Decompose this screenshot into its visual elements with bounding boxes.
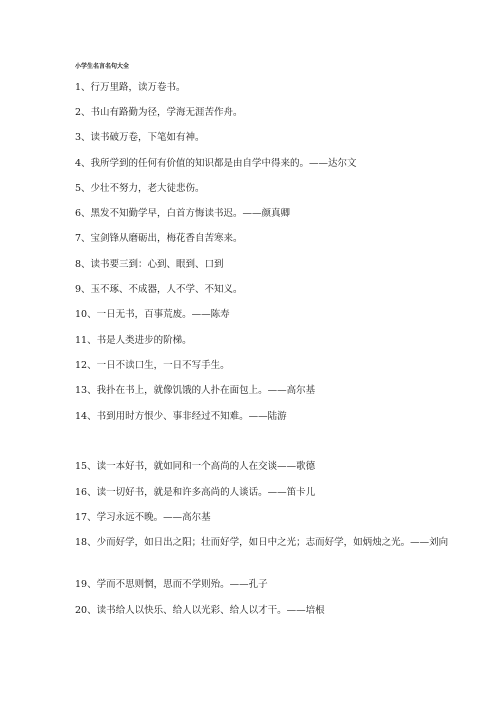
page-title: 小学生名言名句大全 bbox=[75, 63, 130, 70]
quote-2: 2、书山有路勤为径，学海无涯苦作舟。 bbox=[75, 107, 243, 118]
quote-18: 18、少而好学，如日出之阳；壮而好学，如日中之光；志而好学，如炳烛之光。——刘向 bbox=[75, 537, 449, 548]
quote-8: 8、读书要三到：心到、眼到、口到 bbox=[75, 259, 224, 270]
quote-19: 19、学而不思则惘，思而不学则殆。——孔子 bbox=[75, 579, 268, 590]
quote-5: 5、少壮不努力，老大徒悲伤。 bbox=[75, 183, 205, 194]
quote-15: 15、读一本好书，就如同和一个高尚的人在交谈——歌德 bbox=[75, 461, 316, 472]
quote-7: 7、宝剑锋从磨砺出，梅花香自苦寒来。 bbox=[75, 233, 243, 244]
quote-12: 12、一日不读口生，一日不写手生。 bbox=[75, 360, 230, 371]
quote-13: 13、我扑在书上，就像饥饿的人扑在面包上。——高尔基 bbox=[75, 385, 316, 396]
quote-1: 1、行万里路，读万卷书。 bbox=[75, 82, 186, 93]
quote-3: 3、读书破万卷，下笔如有神。 bbox=[75, 132, 205, 143]
quote-10: 10、一日无书，百事荒废。——陈寿 bbox=[75, 309, 230, 320]
quote-14: 14、书到用时方恨少、事非经过不知难。——陆游 bbox=[75, 411, 287, 422]
quote-17: 17、学习永远不晚。——高尔基 bbox=[75, 512, 211, 523]
quote-16: 16、读一切好书，就是和许多高尚的人谈话。——笛卡儿 bbox=[75, 487, 316, 498]
quote-20: 20、读书给人以快乐、给人以光彩、给人以才干。——培根 bbox=[75, 605, 325, 616]
quote-11: 11、书是人类进步的阶梯。 bbox=[75, 335, 192, 346]
quote-6: 6、黑发不知勤学早，白首方悔读书迟。——颜真卿 bbox=[75, 208, 291, 219]
quote-9: 9、玉不琢、不成器，人不学、不知义。 bbox=[75, 284, 243, 295]
quote-4: 4、我所学到的任何有价值的知识都是由自学中得来的。——达尔文 bbox=[75, 158, 357, 169]
